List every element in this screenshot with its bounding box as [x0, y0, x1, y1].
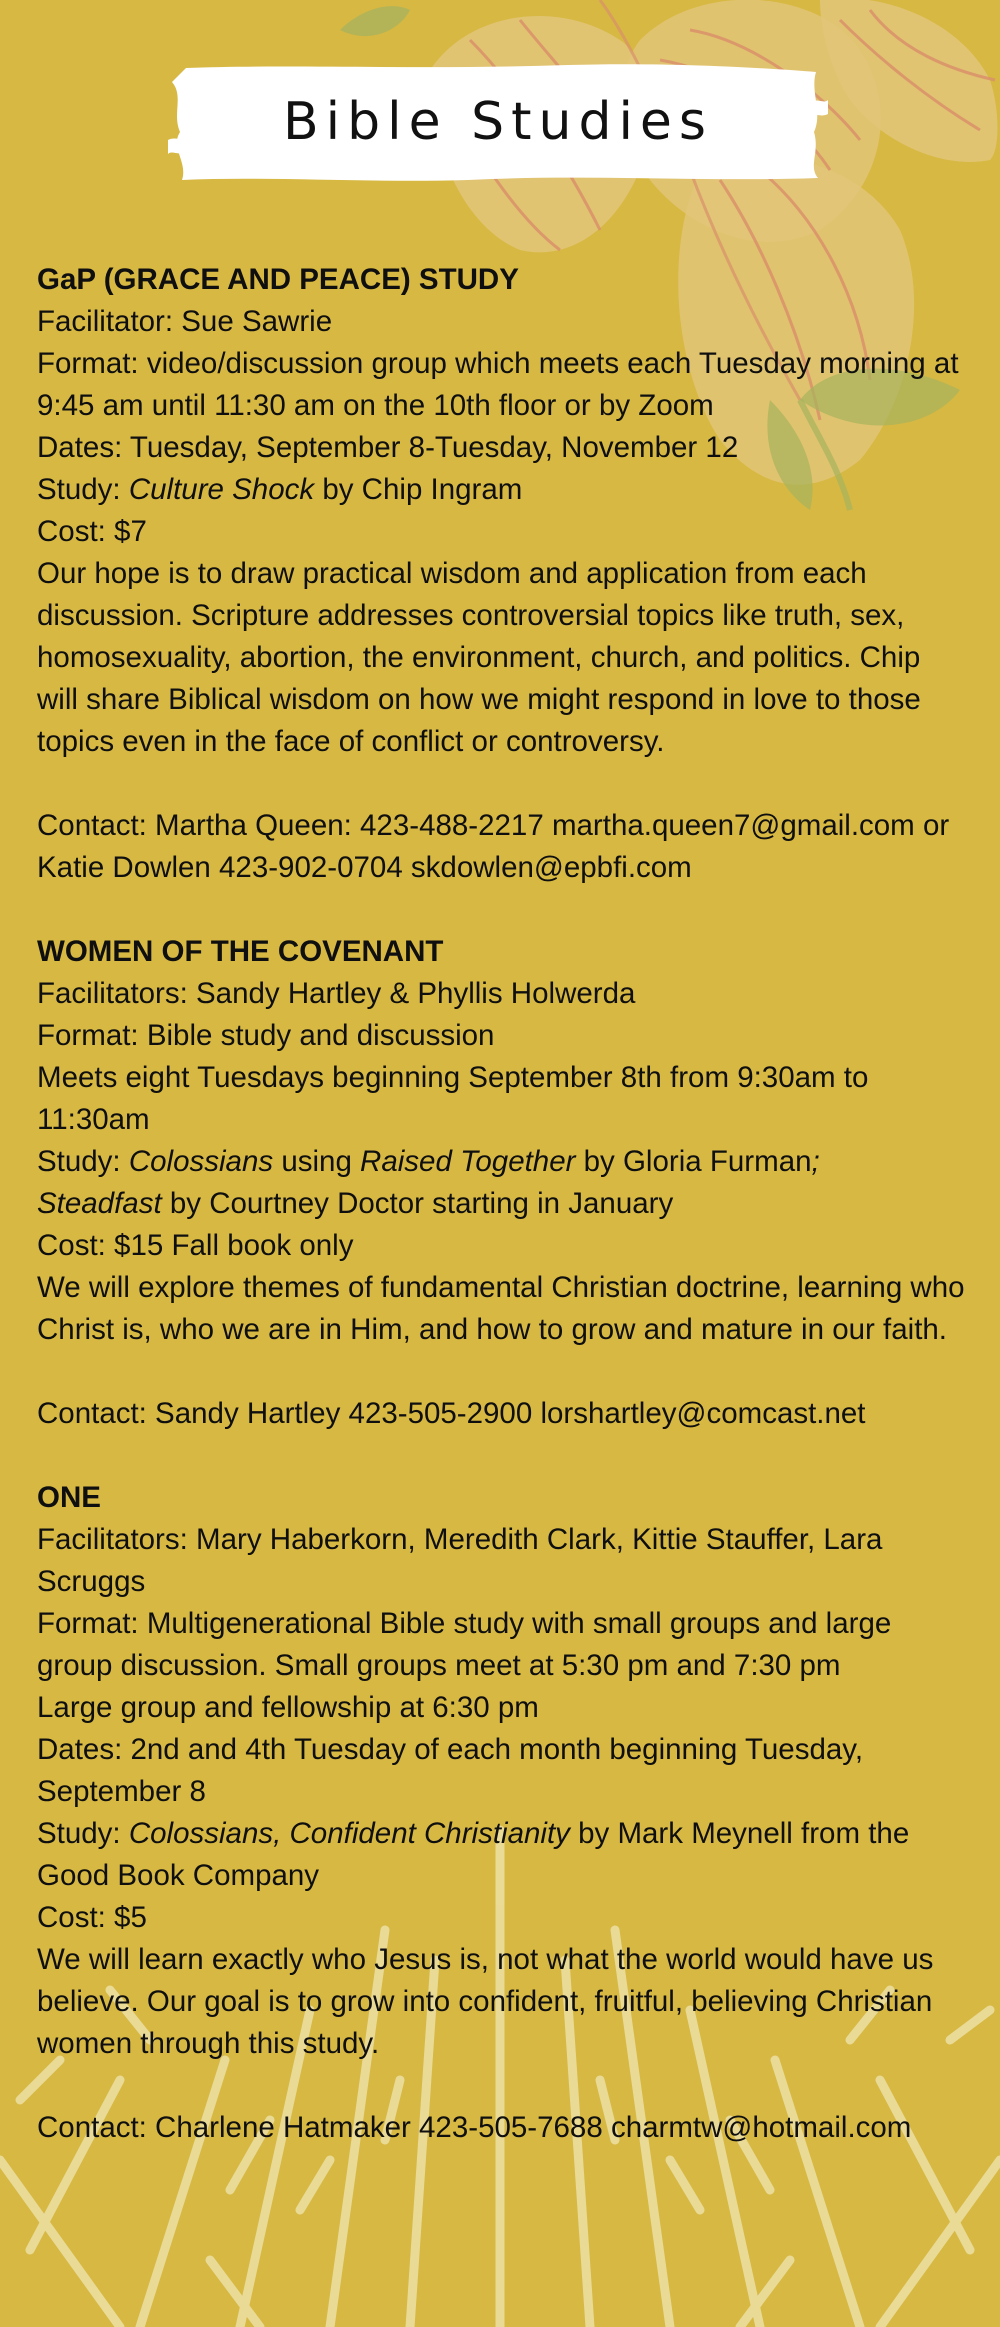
study-section-gap	[37, 259, 967, 889]
study-connector: using	[273, 1145, 361, 1178]
study-text	[37, 1813, 967, 1897]
study-label: Study:	[37, 473, 129, 506]
study-section-women-of-the-covenant	[37, 931, 967, 1435]
contact-text: Contact: Sandy Hartley 423-505-2900 lorshartley@comcast.net	[37, 1397, 866, 1430]
cost-text: Cost: $15 Fall book only	[37, 1229, 354, 1262]
study-title: Colossians, Confident Christianity	[128, 1817, 570, 1850]
study-author: by Mark Meynell from the Good Book Company	[37, 1817, 910, 1892]
format-text: Format: Bible study and discussion	[37, 1019, 495, 1052]
contact-text: Contact: Martha Queen: 423-488-2217 martha.queen7@gmail.com or Katie Dowlen 423-902-0704 skdowlen@epbfi.com	[37, 809, 950, 884]
description-text: We will explore themes of fundamental Christian doctrine, learning who Christ is, who we are in Him, and how to grow and mature in our faith.	[37, 1271, 965, 1346]
description-text: We will learn exactly who Jesus is, not what the world would have us believe. Our goal is to grow into confident, fruitful, believing Christian women through this study.	[37, 1943, 934, 2060]
bible-studies-list	[37, 259, 967, 2191]
study-label: Study:	[37, 1145, 129, 1178]
cost-text: Cost: $7	[37, 515, 147, 548]
study-text	[37, 1141, 967, 1225]
study-title-3: Steadfast	[37, 1187, 162, 1220]
study-author: by Gloria Furman	[575, 1145, 812, 1178]
format-text: Format: Multigenerational Bible study with small groups and large group discussion. Small groups meet at 5:30 pm and 7:30 pm	[37, 1607, 892, 1682]
section-heading: WOMEN OF THE COVENANT	[37, 935, 444, 968]
study-section-one	[37, 1477, 967, 2149]
format-text: Format: video/discussion group which meets each Tuesday morning at 9:45 am until 11:30 am on the 10th floor or by Zoom	[37, 347, 959, 422]
dates-text: Dates: Tuesday, September 8-Tuesday, November 12	[37, 431, 739, 464]
section-heading: ONE	[37, 1481, 101, 1514]
study-title: Colossians	[128, 1145, 274, 1178]
large-group-text: Large group and fellowship at 6:30 pm	[37, 1691, 539, 1724]
section-heading: GaP (GRACE AND PEACE) STUDY	[37, 263, 519, 296]
study-author-2: by Courtney Doctor starting in January	[161, 1187, 674, 1220]
facilitator-text: Facilitators: Mary Haberkorn, Meredith Clark, Kittie Stauffer, Lara Scruggs	[37, 1523, 883, 1598]
description-text: Our hope is to draw practical wisdom and application from each discussion. Scripture addresses controversial topics like truth, sex, homosexuality, abortion, the environment, church, and politics. Chip will share Biblical wisdom on how we might respond in love to those topics even in the face of conflict or controversy.	[37, 557, 921, 758]
study-title-2: Raised Together	[360, 1145, 576, 1178]
study-text	[37, 469, 967, 511]
cost-text: Cost: $5	[37, 1901, 147, 1934]
study-author: by Chip Ingram	[314, 473, 523, 506]
study-title: Culture Shock	[128, 473, 315, 506]
title-banner	[168, 62, 828, 184]
dates-text: Dates: 2nd and 4th Tuesday of each month beginning Tuesday, September 8	[37, 1733, 864, 1808]
page-title: Bible Studies	[283, 92, 713, 152]
meets-text: Meets eight Tuesdays beginning September 8th from 9:30am to 11:30am	[37, 1061, 869, 1136]
study-label: Study:	[37, 1817, 129, 1850]
facilitator-text: Facilitators: Sandy Hartley & Phyllis Holwerda	[37, 977, 636, 1010]
study-separator: ;	[811, 1145, 820, 1178]
contact-text: Contact: Charlene Hatmaker 423-505-7688 charmtw@hotmail.com	[37, 2111, 912, 2144]
facilitator-text: Facilitator: Sue Sawrie	[37, 305, 333, 338]
